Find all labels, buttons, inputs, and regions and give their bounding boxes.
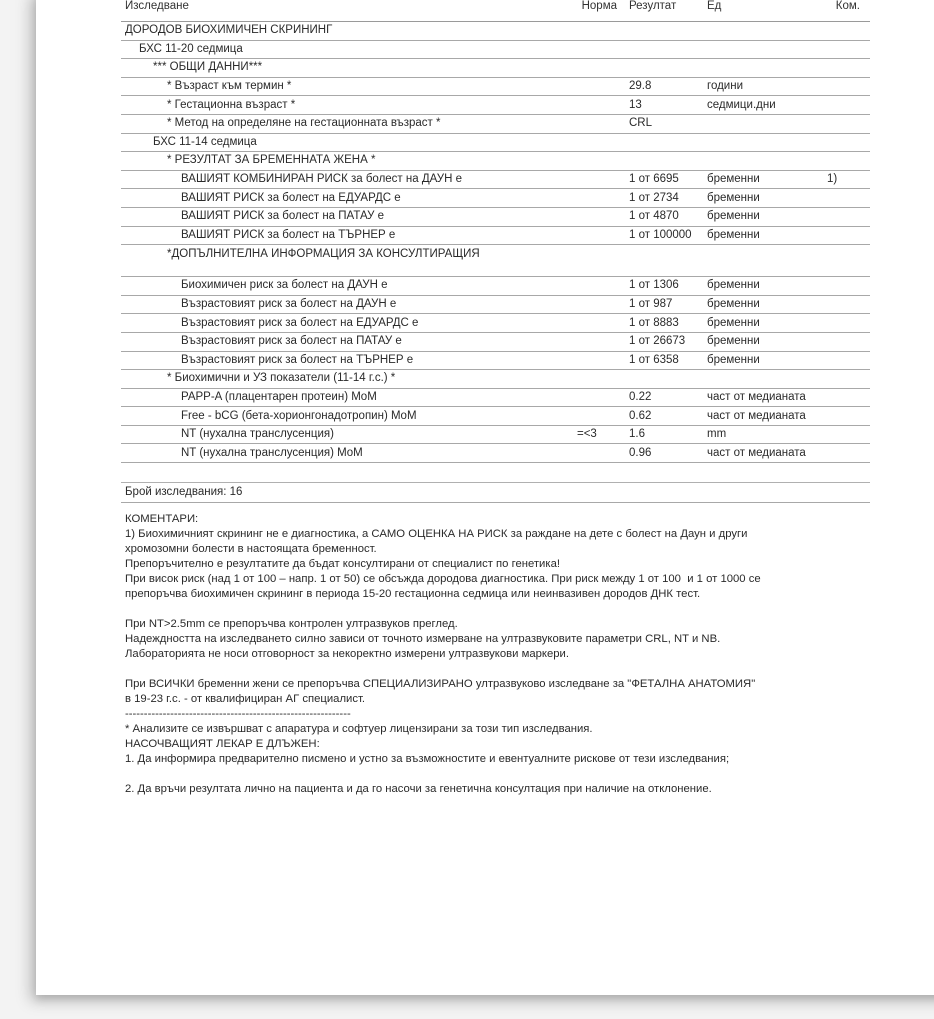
- table-row: [121, 77, 870, 96]
- result-value: 0.62: [625, 407, 703, 426]
- results-table: [121, 0, 870, 463]
- result-value: [625, 133, 703, 152]
- header-test: Изследване: [121, 0, 573, 22]
- table-row: [121, 152, 870, 171]
- norm-value: [573, 59, 625, 78]
- result-value: 1 от 6358: [625, 351, 703, 370]
- table-row: [121, 277, 870, 296]
- table-row: [121, 114, 870, 133]
- comment-ref: [823, 207, 870, 226]
- test-name: Free - bCG (бета-хорионгонадотропин) MoM: [121, 407, 573, 426]
- norm-value: [573, 40, 625, 59]
- test-name: * РЕЗУЛТАТ ЗА БРЕМЕННАТА ЖЕНА *: [121, 152, 573, 171]
- unit-value: [703, 245, 823, 277]
- unit-value: mm: [703, 425, 823, 444]
- comment-ref: [823, 189, 870, 208]
- comments-body: [125, 527, 870, 797]
- test-name: *ДОПЪЛНИТЕЛНА ИНФОРМАЦИЯ ЗА КОНСУЛТИРАЩИЯ: [121, 245, 573, 277]
- table-row: [121, 170, 870, 189]
- norm-value: [573, 207, 625, 226]
- norm-value: =<3: [573, 425, 625, 444]
- unit-value: бременни: [703, 332, 823, 351]
- comment-line: При висок риск (над 1 от 100 – напр. 1 от 50) се обсъжда дородова диагностика. При риск между 1 от 100 и 1 от 1000 се: [125, 573, 761, 586]
- result-value: [625, 40, 703, 59]
- table-header-row: [121, 0, 870, 22]
- result-value: [625, 152, 703, 171]
- norm-value: [573, 226, 625, 245]
- comment-ref: [823, 152, 870, 171]
- comment-divider: ------------------------------------------------------------: [125, 708, 351, 721]
- table-row: [121, 444, 870, 463]
- norm-value: [573, 370, 625, 389]
- table-row: [121, 245, 870, 277]
- norm-value: [573, 245, 625, 277]
- comment-ref: [823, 370, 870, 389]
- result-value: [625, 59, 703, 78]
- result-value: 0.96: [625, 444, 703, 463]
- comment-line: [125, 767, 870, 782]
- comment-ref: [823, 59, 870, 78]
- unit-value: [703, 152, 823, 171]
- table-row: [121, 22, 870, 41]
- comment-ref: [823, 77, 870, 96]
- comment-ref: [823, 96, 870, 115]
- result-value: 1 от 4870: [625, 207, 703, 226]
- results-table-body: [121, 22, 870, 463]
- comment-ref: 1): [823, 170, 870, 189]
- header-comment: Ком.: [823, 0, 870, 22]
- result-value: 1 от 2734: [625, 189, 703, 208]
- unit-value: години: [703, 77, 823, 96]
- table-row: [121, 207, 870, 226]
- comment-line: в 19-23 г.с. - от квалифициран АГ специалист.: [125, 693, 366, 706]
- result-value: 1 от 1306: [625, 277, 703, 296]
- norm-value: [573, 114, 625, 133]
- test-name: Възрастовият риск за болест на ДАУН е: [121, 295, 573, 314]
- unit-value: [703, 114, 823, 133]
- comment-ref: [823, 407, 870, 426]
- table-row: [121, 388, 870, 407]
- unit-value: бременни: [703, 226, 823, 245]
- unit-value: бременни: [703, 170, 823, 189]
- header-norm: Норма: [573, 0, 625, 22]
- test-name: * Метод на определяне на гестационната възраст *: [121, 114, 573, 133]
- comments-section: [121, 512, 870, 797]
- comment-line: Лабораторията не носи отговорност за некоректно измерени ултразвукови маркери.: [125, 648, 569, 661]
- result-value: 1 от 26673: [625, 332, 703, 351]
- test-name: ВАШИЯТ РИСК за болест на ТЪРНЕР е: [121, 226, 573, 245]
- result-value: 1.6: [625, 425, 703, 444]
- table-row: [121, 314, 870, 333]
- unit-value: [703, 59, 823, 78]
- comment-ref: [823, 388, 870, 407]
- unit-value: бременни: [703, 314, 823, 333]
- unit-value: част от медианата: [703, 407, 823, 426]
- unit-value: [703, 40, 823, 59]
- comment-line: 1. Да информира предварително писмено и устно за възможностите и евентуалните рискове от тези изследвания;: [125, 753, 730, 766]
- result-value: [625, 22, 703, 41]
- table-row: [121, 332, 870, 351]
- norm-value: [573, 314, 625, 333]
- norm-value: [573, 152, 625, 171]
- header-unit: Ед: [703, 0, 823, 22]
- result-value: 1 от 6695: [625, 170, 703, 189]
- test-name: Възрастовият риск за болест на ПАТАУ е: [121, 332, 573, 351]
- comment-ref: [823, 425, 870, 444]
- result-value: [625, 370, 703, 389]
- table-row: [121, 40, 870, 59]
- test-name: NT (нухална транслусенция) MoM: [121, 444, 573, 463]
- test-name: БХС 11-20 седмица: [121, 40, 573, 59]
- comment-line: 1) Биохимичният скрининг не е диагностика, а САМО ОЦЕНКА НА РИСК за раждане на дете с болест на Даун и други: [125, 528, 748, 541]
- comment-line: [125, 662, 870, 677]
- test-name: * Възраст към термин *: [121, 77, 573, 96]
- comment-ref: [823, 277, 870, 296]
- comment-ref: [823, 22, 870, 41]
- comment-ref: [823, 245, 870, 277]
- norm-value: [573, 133, 625, 152]
- comment-line: При ВСИЧКИ бременни жени се препоръчва СПЕЦИАЛИЗИРАНО ултразвуково изследване за "ФЕТАЛНА АНАТОМИЯ": [125, 678, 756, 691]
- norm-value: [573, 388, 625, 407]
- unit-value: [703, 22, 823, 41]
- comment-ref: [823, 40, 870, 59]
- comment-ref: [823, 332, 870, 351]
- norm-value: [573, 77, 625, 96]
- unit-value: бременни: [703, 295, 823, 314]
- comment-ref: [823, 314, 870, 333]
- header-result: Резултат: [625, 0, 703, 22]
- unit-value: част от медианата: [703, 444, 823, 463]
- comment-line: хромозомни болести в настоящата бременност.: [125, 543, 377, 556]
- result-value: 1 от 987: [625, 295, 703, 314]
- comments-title: КОМЕНТАРИ:: [125, 513, 199, 526]
- table-row: [121, 226, 870, 245]
- test-name: * Биохимични и УЗ показатели (11-14 г.с.) *: [121, 370, 573, 389]
- unit-value: бременни: [703, 189, 823, 208]
- comment-line: [125, 602, 870, 617]
- comment-line: препоръчва биохимичен скрининг в периода 15-20 гестационна седмица или неинвазивен дородов ДНК тест.: [125, 588, 701, 601]
- comment-ref: [823, 444, 870, 463]
- test-name: *** ОБЩИ ДАННИ***: [121, 59, 573, 78]
- result-value: [625, 245, 703, 277]
- unit-value: седмици.дни: [703, 96, 823, 115]
- test-name: ВАШИЯТ РИСК за болест на ЕДУАРДС е: [121, 189, 573, 208]
- test-name: ВАШИЯТ КОМБИНИРАН РИСК за болест на ДАУН е: [121, 170, 573, 189]
- norm-value: [573, 444, 625, 463]
- norm-value: [573, 332, 625, 351]
- unit-value: част от медианата: [703, 388, 823, 407]
- test-name: БХС 11-14 седмица: [121, 133, 573, 152]
- test-name: ВАШИЯТ РИСК за болест на ПАТАУ е: [121, 207, 573, 226]
- result-value: 1 от 8883: [625, 314, 703, 333]
- comment-line: * Анализите се извършват с апаратура и софтуер лицензирани за този тип изследвания.: [125, 723, 593, 736]
- norm-value: [573, 407, 625, 426]
- comment-ref: [823, 351, 870, 370]
- test-name: NT (нухална транслусенция): [121, 425, 573, 444]
- test-name: ДОРОДОВ БИОХИМИЧЕН СКРИНИНГ: [121, 22, 573, 41]
- result-value: 1 от 100000: [625, 226, 703, 245]
- norm-value: [573, 96, 625, 115]
- result-value: 13: [625, 96, 703, 115]
- test-name: * Гестационна възраст *: [121, 96, 573, 115]
- table-end-divider: [121, 463, 870, 483]
- table-row: [121, 133, 870, 152]
- norm-value: [573, 277, 625, 296]
- table-row: [121, 407, 870, 426]
- table-row: [121, 59, 870, 78]
- result-value: 0.22: [625, 388, 703, 407]
- test-name: Възрастовият риск за болест на ТЪРНЕР е: [121, 351, 573, 370]
- norm-value: [573, 189, 625, 208]
- table-row: [121, 96, 870, 115]
- unit-value: [703, 370, 823, 389]
- norm-value: [573, 351, 625, 370]
- table-row: [121, 295, 870, 314]
- table-row: [121, 425, 870, 444]
- table-row: [121, 351, 870, 370]
- comment-line: 2. Да връчи резултата лично на пациента и да го насочи за генетична консултация при наличие на отклонение.: [125, 783, 712, 796]
- unit-value: бременни: [703, 351, 823, 370]
- norm-value: [573, 295, 625, 314]
- norm-value: [573, 22, 625, 41]
- result-value: 29.8: [625, 77, 703, 96]
- comment-line: НАСОЧВАЩИЯТ ЛЕКАР Е ДЛЪЖЕН:: [125, 738, 320, 751]
- table-row: [121, 370, 870, 389]
- comment-ref: [823, 226, 870, 245]
- comment-ref: [823, 133, 870, 152]
- norm-value: [573, 170, 625, 189]
- result-value: CRL: [625, 114, 703, 133]
- unit-value: бременни: [703, 207, 823, 226]
- comment-ref: [823, 114, 870, 133]
- test-name: PAPP-A (плацентарен протеин) MoM: [121, 388, 573, 407]
- document-page: [36, 0, 934, 995]
- unit-value: [703, 133, 823, 152]
- table-row: [121, 189, 870, 208]
- comment-line: Надеждността на изследването силно зависи от точното измерване на ултразвуковите параметри CRL, NT и NB.: [125, 633, 721, 646]
- comment-ref: [823, 295, 870, 314]
- comment-line: Препоръчително е резултатите да бъдат консултирани от специалист по генетика!: [125, 558, 560, 571]
- report-content: [121, 0, 870, 797]
- comment-line: При NT>2.5mm се препоръчва контролен ултразвуков преглед.: [125, 618, 458, 631]
- test-name: Биохимичен риск за болест на ДАУН е: [121, 277, 573, 296]
- test-count: Брой изследвания: 16: [121, 483, 870, 503]
- unit-value: бременни: [703, 277, 823, 296]
- test-name: Възрастовият риск за болест на ЕДУАРДС е: [121, 314, 573, 333]
